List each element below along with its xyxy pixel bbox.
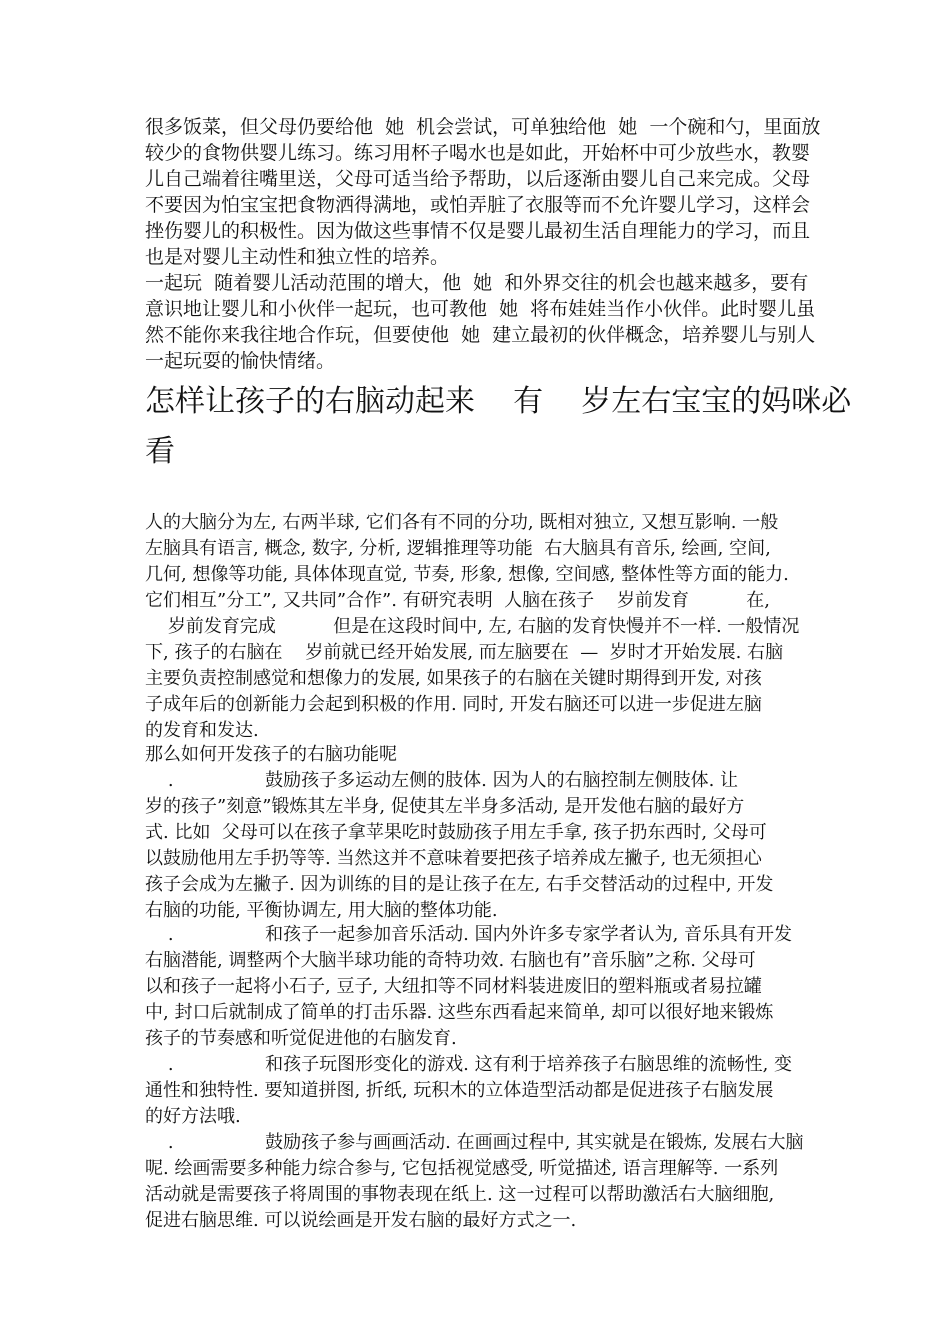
list-item-line: . 鼓励孩子参与画画活动. 在画画过程中, 其实就是在锻炼, 发展右大脑 bbox=[145, 1132, 804, 1153]
text-line: 岁前发育完成 但是在这段时间中, 左, 右脑的发育快慢并不一样. 一般情况 bbox=[145, 616, 800, 637]
text-line: 不要因为怕宝宝把食物洒得满地，或怕弄脏了衣服等而不允许婴儿学习，这样会 bbox=[145, 194, 811, 216]
text-line: 人的大脑分为左, 右两半球, 它们各有不同的分功, 既相对独立, 又想互影响. 一般 bbox=[145, 512, 779, 533]
text-line: 一起玩耍的愉快情绪。 bbox=[145, 350, 336, 372]
text-line: 几何, 想像等功能, 具体体现直觉, 节奏, 形象, 想像, 空间感, 整体性等方面的能力. bbox=[145, 564, 789, 585]
article-title-line1: 怎样让孩子的右脑动起来 有 岁左右宝宝的妈咪必 bbox=[145, 384, 852, 419]
article-title-line2: 看 bbox=[145, 434, 175, 469]
text-line: 右脑潜能, 调整两个大脑半球功能的奇特功效. 右脑也有”音乐脑”之称. 父母可 bbox=[145, 950, 756, 971]
text-line: 然不能你来我往地合作玩，但要使他 她 建立最初的伙伴概念，培养婴儿与别人 bbox=[145, 324, 816, 346]
text-line: 式. 比如 父母可以在孩子拿苹果吃时鼓励孩子用左手拿, 孩子扔东西时, 父母可 bbox=[145, 822, 767, 843]
text-line: 它们相互”分工”, 又共同”合作”. 有研究表明 人脑在孩子 岁前发育 在, bbox=[145, 590, 770, 611]
text-line: 挫伤婴儿的积极性。因为做这些事情不仅是婴儿最初生活自理能力的学习，而且 bbox=[145, 220, 811, 242]
text-line: 也是对婴儿主动性和独立性的培养。 bbox=[145, 246, 450, 268]
text-line: 子成年后的创新能力会起到积极的作用. 同时, 开发右脑还可以进一步促进左脑 bbox=[145, 694, 762, 715]
text-line: 孩子的节奏感和听觉促进他的右脑发育. bbox=[145, 1028, 457, 1049]
text-line: 促进右脑思维. 可以说绘画是开发右脑的最好方式之一. bbox=[145, 1210, 577, 1231]
text-line: 较少的食物供婴儿练习。练习用杯子喝水也是如此，开始杯中可少放些水，教婴 bbox=[145, 142, 811, 164]
text-line: 很多饭菜，但父母仍要给他 她 机会尝试，可单独给他 她 一个碗和勺，里面放 bbox=[145, 116, 821, 138]
list-item-line: . 和孩子一起参加音乐活动. 国内外许多专家学者认为, 音乐具有开发 bbox=[145, 924, 793, 945]
text-line: 岁的孩子”刻意”锻炼其左半身, 促使其左半身多活动, 是开发他右脑的最好方 bbox=[145, 796, 745, 817]
subheading-line: 那么如何开发孩子的右脑功能呢 bbox=[145, 744, 397, 765]
text-line: 通性和独特性. 要知道拼图, 折纸, 玩积木的立体造型活动都是促进孩子右脑发展 bbox=[145, 1080, 774, 1101]
text-line: 左脑具有语言, 概念, 数字, 分析, 逻辑推理等功能 右大脑具有音乐, 绘画, 空间, bbox=[145, 538, 771, 559]
text-line: 一起玩 随着婴儿活动范围的增大，他 她 和外界交往的机会也越来越多，要有 bbox=[145, 272, 809, 294]
list-item-line: . 鼓励孩子多运动左侧的肢体. 因为人的右脑控制左侧肢体. 让 bbox=[145, 770, 739, 791]
text-line: 下, 孩子的右脑在 岁前就已经开始发展, 而左脑要在 — 岁时才开始发展. 右脑 bbox=[145, 642, 784, 663]
text-line: 中, 封口后就制成了简单的打击乐器. 这些东西看起来简单, 却可以很好地来锻炼 bbox=[145, 1002, 774, 1023]
text-line: 活动就是需要孩子将周围的事物表现在纸上. 这一过程可以帮助激活右大脑细胞, bbox=[145, 1184, 775, 1205]
text-line: 意识地让婴儿和小伙伴一起玩，也可教他 她 将布娃娃当作小伙伴。此时婴儿虽 bbox=[145, 298, 816, 320]
text-line: 孩子会成为左撇子. 因为训练的目的是让孩子在左, 右手交替活动的过程中, 开发 bbox=[145, 874, 774, 895]
text-line: 呢. 绘画需要多种能力综合参与, 它包括视觉感受, 听觉描述, 语言理解等. 一系列 bbox=[145, 1158, 779, 1179]
text-line: 以鼓励他用左手扔等等. 当然这并不意味着要把孩子培养成左撇子, 也无须担心 bbox=[145, 848, 762, 869]
text-line: 的好方法哦. bbox=[145, 1106, 241, 1127]
list-item-line: . 和孩子玩图形变化的游戏. 这有利于培养孩子右脑思维的流畅性, 变 bbox=[145, 1054, 793, 1075]
text-line: 以和孩子一起将小石子, 豆子, 大纽扣等不同材料装进废旧的塑料瓶或者易拉罐 bbox=[145, 976, 762, 997]
text-line: 右脑的功能, 平衡协调左, 用大脑的整体功能. bbox=[145, 900, 498, 921]
text-line: 的发育和发达. bbox=[145, 720, 259, 741]
text-line: 儿自己端着往嘴里送，父母可适当给予帮助，以后逐渐由婴儿自己来完成。父母 bbox=[145, 168, 811, 190]
text-line: 主要负责控制感觉和想像力的发展, 如果孩子的右脑在关键时期得到开发, 对孩 bbox=[145, 668, 762, 689]
